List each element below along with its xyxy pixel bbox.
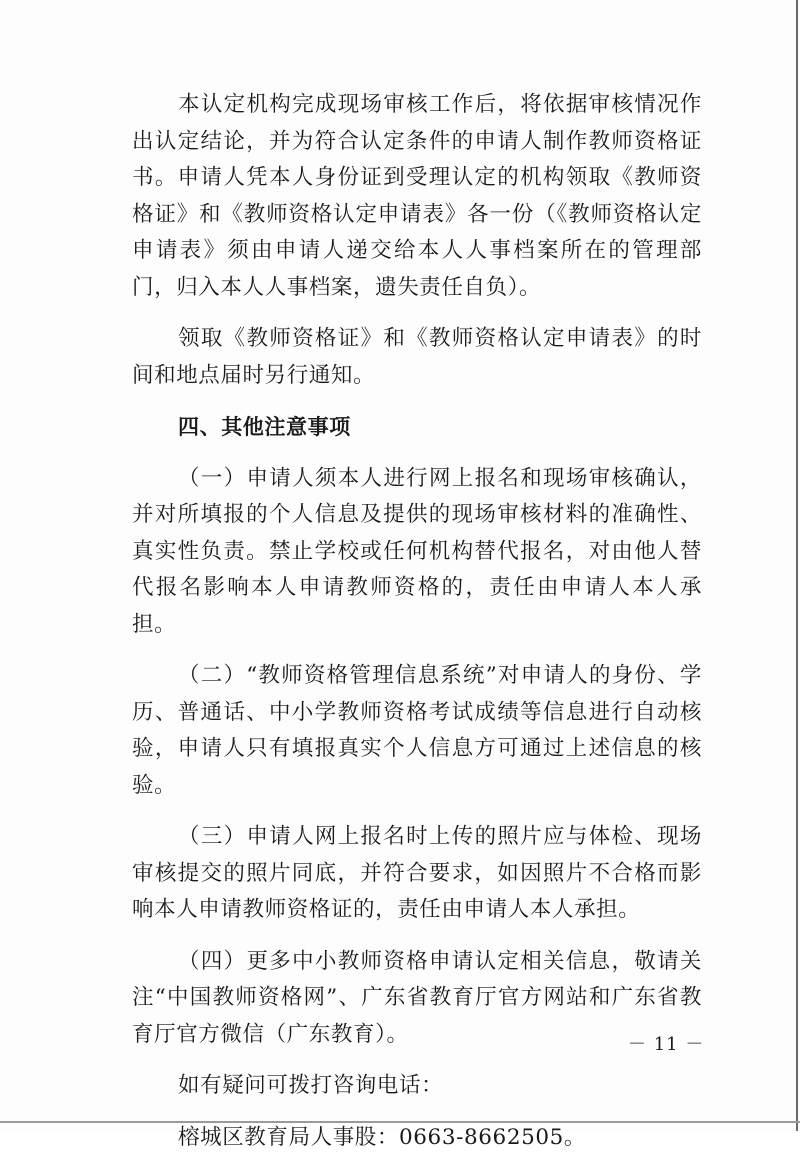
notice-item-4: （四）更多中小教师资格申请认定相关信息，敬请关注“中国教师资格网”、广东省教育厅官方网站和广东省教育厅官方微信（广东教育）。 xyxy=(132,944,702,1054)
document-body xyxy=(132,87,702,1156)
contact-intro: 如有疑问可拨打咨询电话： xyxy=(132,1068,702,1105)
scan-edge-right xyxy=(796,0,798,1131)
contact-phone: 榕城区教育局人事股：0663-8662505。 xyxy=(132,1120,702,1156)
scan-edge-bottom xyxy=(0,1121,800,1123)
page-number: － 11 － xyxy=(628,1030,704,1056)
notice-item-2: （二）“教师资格管理信息系统”对申请人的身份、学历、普通话、中小学教师资格考试成绩等信息进行自动核验，申请人只有填报真实个人信息方可通过上述信息的核验。 xyxy=(132,658,702,804)
paragraph-certificate-issuance: 本认定机构完成现场审核工作后，将依据审核情况作出认定结论，并为符合认定条件的申请人制作教师资格证书。申请人凭本人身份证到受理认定的机构领取《教师资格证》和《教师资格认定申请表》各一份（《教师资格认定申请表》须由申请人递交给本人人事档案所在的管理部门，归入本人人事档案，遗失责任自负）。 xyxy=(132,87,702,306)
notice-item-1: （一）申请人须本人进行网上报名和现场审核确认，并对所填报的个人信息及提供的现场审核材料的准确性、真实性负责。禁止学校或任何机构替代报名，对由他人替代报名影响本人申请教师资格的，责任由申请人本人承担。 xyxy=(132,461,702,644)
notice-item-3: （三）申请人网上报名时上传的照片应与体检、现场审核提交的照片同底，并符合要求，如因照片不合格而影响本人申请教师资格证的，责任由申请人本人承担。 xyxy=(132,819,702,929)
section-heading: 四、其他注意事项 xyxy=(132,409,702,446)
paragraph-collection-notice: 领取《教师资格证》和《教师资格认定申请表》的时间和地点届时另行通知。 xyxy=(132,321,702,394)
